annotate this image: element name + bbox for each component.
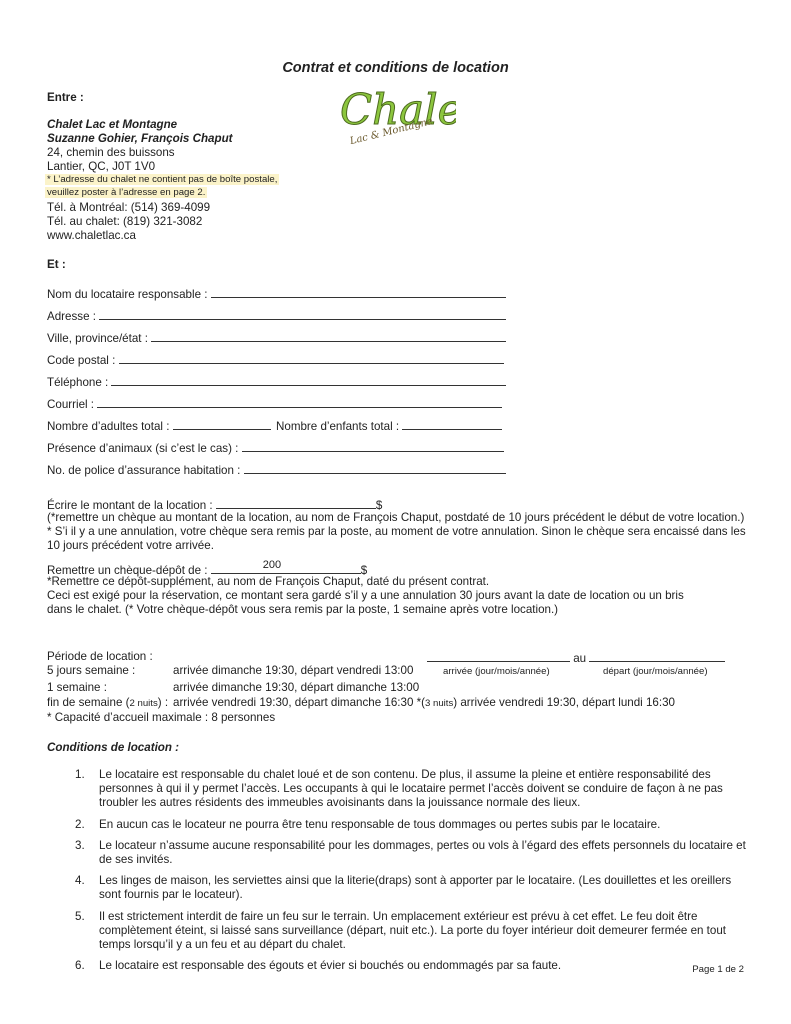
address-line[interactable] [99,308,506,320]
deposit-label: Remettre un chèque-dépôt de : [47,564,208,577]
field-city-label: Ville, province/état : [47,332,148,345]
condition-item-1 [47,768,747,811]
page-number: Page 1 de 2 [692,964,744,975]
condition-number: 6. [75,959,85,973]
five-days-text: arrivée dimanche 19:30, départ vendredi 13:00 [173,664,414,677]
field-address[interactable] [47,308,506,323]
conditions-list [47,768,747,973]
tel-montreal: Tél. à Montréal: (514) 369-4099 [47,201,211,214]
departure-line[interactable] [589,650,725,662]
field-children[interactable] [276,418,502,433]
field-postal[interactable] [47,352,504,367]
email-line[interactable] [97,396,502,408]
tel-chalet: Tél. au chalet: (819) 321-3082 [47,215,203,228]
departure-caption: départ (jour/mois/année) [603,666,708,677]
field-address-label: Adresse : [47,310,96,323]
field-animals-label: Présence d’animaux (si c’est le cas) : [47,442,239,455]
arrival-field[interactable] [427,650,725,665]
field-email-label: Courriel : [47,398,95,411]
field-tenant-name[interactable] [47,286,506,301]
field-tenant-name-label: Nom du locataire responsable : [47,288,208,301]
condition-text: Le locateur n’assume aucune responsabilité pour les dommages, pertes ou vols à l’égard des effets personnels du locataire et de ses invités. [99,838,746,867]
payment-note-1: (*remettre un chèque au montant de la location, au nom de François Chaput, postdaté de 10 jours précédent le début de votre location.) [47,511,745,524]
field-insurance-label: No. de police d’assurance habitation : [47,464,241,477]
animals-line[interactable] [242,440,504,452]
period-label: Période de location : [47,650,153,663]
condition-number: 4. [75,874,85,888]
condition-text: Le locataire est responsable du chalet loué et de son contenu. De plus, il assume la pleine et entière responsabilité des personnes à qui il y permet l’accès. Les occupants à qui le locataire permet l’accès doivent se conduire de façon à ne pas troubler les autres résidents des immeubles avoisinants dans la jouissance normale des lieux. [99,768,723,810]
field-insurance[interactable] [47,462,506,477]
condition-number: 3. [75,838,85,852]
field-city[interactable] [47,330,506,345]
field-phone-label: Téléphone : [47,376,109,389]
city-line[interactable] [151,330,506,342]
field-animals[interactable] [47,440,504,455]
logo-main-text: Chal [340,85,438,134]
field-email[interactable] [47,396,502,411]
condition-text: Les linges de maison, les serviettes ainsi que la literie(draps) sont à apporter par le locataire. (Les douillettes et les oreillers sont fournis par le locateur). [99,874,732,902]
condition-item-3 [47,839,747,867]
tenant-name-line[interactable] [211,286,506,298]
insurance-line[interactable] [244,462,506,474]
condition-item-2 [47,818,747,832]
between-label: Entre : [47,91,84,104]
amount-label: Écrire le montant de la location : [47,499,213,512]
arrival-caption: arrivée (jour/mois/année) [443,666,550,677]
condition-number: 2. [75,817,85,831]
amount-currency: $ [375,499,383,512]
owner-name: Chalet Lac et Montagne [47,118,178,131]
field-phone[interactable] [47,374,506,389]
capacity-note: * Capacité d’accueil maximale : 8 personnes [47,711,276,724]
weekend-text-b: ) arrivée vendredi 19:30, départ lundi 16:30 [453,696,675,709]
deposit-note-1: *Remettre ce dépôt-supplément, au nom de François Chaput, daté du présent contrat. [47,575,490,588]
payment-note-3: 10 jours précédent votre arrivée. [47,539,214,552]
weekend-nights-a: 2 nuits [129,698,158,709]
condition-number: 1. [75,768,85,781]
adults-line[interactable] [173,418,271,430]
field-postal-label: Code postal : [47,354,116,367]
condition-text: Il est strictement interdit de faire un feu sur le terrain. Un emplacement extérieur est prévu à cet effet. Le feu doit être complètement éteint, si laissé sans surveillance (départ, nuit etc.). La porte du foyer intérieur doit demeurer fermée en tout temps lorsqu’il y a un feu et au départ du chalet. [99,909,727,952]
document-title: Contrat et conditions de location [282,60,509,76]
deposit-value: 200 [262,559,282,571]
owner-address2: Lantier, QC, J0T 1V0 [47,160,156,173]
weekend-label-b: ) : [157,696,169,709]
condition-text: En aucun cas le locateur ne pourra être tenu responsable de tous dommages ou pertes subis par le locataire. [99,817,661,831]
owner-address1: 24, chemin des buissons [47,146,175,159]
deposit-note-2: Ceci est exigé pour la réservation, ce montant sera gardé s’il y a une annulation 30 jours avant la date de location ou un bris [47,589,684,602]
deposit-line[interactable] [211,559,361,574]
condition-item-5 [47,910,747,953]
owner-note [45,172,279,198]
weekend-nights-b: 3 nuits [425,698,454,709]
postal-note-line1: * L’adresse du chalet ne contient pas de boîte postale, [47,174,278,185]
week-text: arrivée dimanche 19:30, départ dimanche 13:00 [173,681,420,694]
phone-line[interactable] [111,374,506,386]
five-days-label: 5 jours semaine : [47,664,136,677]
weekend-label-a: fin de semaine ( [47,696,130,709]
field-adults-label: Nombre d’adultes total : [47,420,170,433]
postal-note-line2: veuillez poster à l’adresse en page 2. [47,187,206,198]
arrival-line[interactable] [427,650,570,662]
deposit-note-3: dans le chalet. (* Votre chèque-dépôt vous sera remis par la poste, 1 semaine après votre location.) [47,603,559,616]
deposit-currency: $ [360,564,368,577]
condition-text: Le locataire est responsable des égouts et évier si bouchés ou endommagés par sa faute. [99,959,562,973]
field-children-label: Nombre d’enfants total : [276,420,400,433]
chalet-logo [336,78,456,144]
children-line[interactable] [402,418,502,430]
week-label: 1 semaine : [47,681,107,694]
owner-people: Suzanne Gohier, François Chaput [47,132,233,145]
condition-number: 5. [75,909,85,923]
website: www.chaletlac.ca [47,229,136,242]
condition-item-4 [47,874,747,902]
payment-note-2: * S’i il y a une annulation, votre chèque sera remis par la poste, au moment de votre annulation. Sinon le chèque sera encaissé dans les [47,525,746,538]
weekend-label [47,696,168,709]
postal-line[interactable] [119,352,504,364]
condition-item-6 [47,959,747,973]
field-adults[interactable] [47,418,271,433]
weekend-text [173,696,675,709]
amount-line[interactable] [216,497,376,509]
and-label: Et : [47,258,66,271]
weekend-text-a: arrivée vendredi 19:30, départ dimanche 16:30 *( [173,696,425,709]
period-to: au [573,652,587,665]
conditions-title: Conditions de location : [47,741,180,754]
field-amount[interactable] [47,497,382,512]
logo-sub-text: Lac & Montagne [348,115,434,144]
